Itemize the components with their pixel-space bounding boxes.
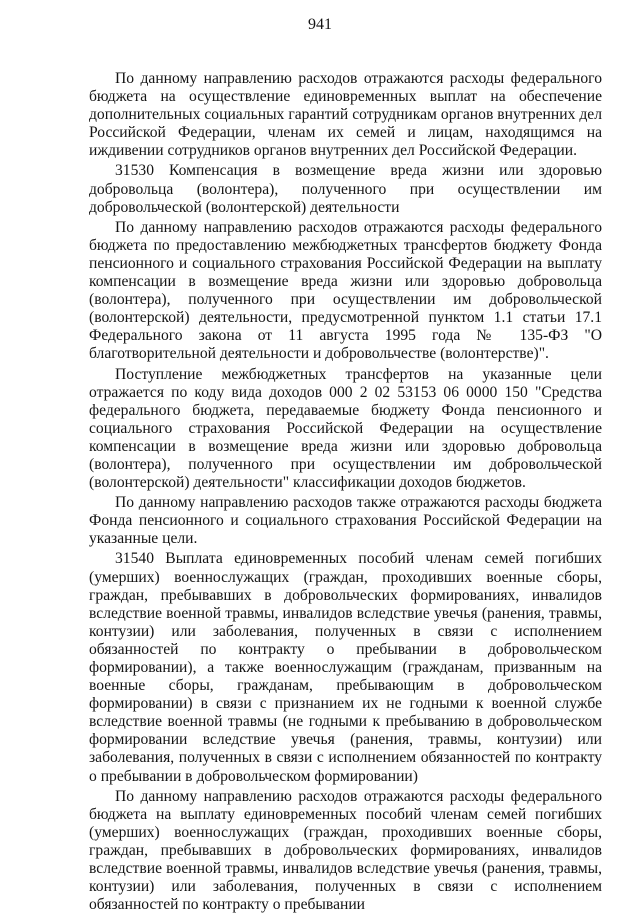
paragraph-fund-expenses: По данному направлению расходов также отражаются расходы бюджета Фонда пенсионного и социального страхования Российской Федерации на указанные цели. [89, 494, 602, 548]
paragraph-police-payments: По данному направлению расходов отражаются расходы федерального бюджета на осуществление единовременных выплат на обеспечение дополнительных социальных гарантий сотрудникам органов внутренних дел Российской Федерации, членам их семей и лицам, находящимся на иждивении сотрудников органов внутренних дел Российской Федерации. [89, 70, 602, 160]
heading-31540: 31540 Выплата единовременных пособий членам семей погибших (умерших) военнослужащих (граждан, проходивших военные сборы, граждан, пребывавших в добровольческих формированиях, инвалидов вследствие военной травмы, инвалидов вследствие увечья (ранения, травмы, контузии) или заболевания, полученных в связи с исполнением обязанностей по контракту о пребывании в добровольческом формировании), а также военнослужащим (гражданам, призванным на военные сборы, гражданам, пребывающим в добровольческом формировании) в связи с признанием их не годными к военной службе вследствие военной травмы (не годными к пребыванию в добровольческом формировании вследствие увечья (ранения, травмы, контузии) или заболевания, полученных в связи с исполнением обязанностей по контракту о пребывании в добровольческом формировании) [89, 550, 602, 785]
page-number: 941 [308, 16, 332, 33]
heading-31530: 31530 Компенсация в возмещение вреда жизни или здоровью добровольца (волонтера), полученного при осуществлении им добровольческой (волонтерской) деятельности [89, 162, 602, 216]
paragraph-lump-sum-benefits: По данному направлению расходов отражаются расходы федерального бюджета на выплату единовременных пособий членам семей погибших (умерших) военнослужащих (граждан, проходивших военные сборы, граждан, пребывавших в добровольческих формированиях, инвалидов вследствие военной травмы, инвалидов вследствие увечья (ранения, травмы, контузии) или заболевания, полученных в связи с исполнением обязанностей по контракту о пребывании [89, 787, 602, 914]
document-body [89, 70, 602, 914]
paragraph-volunteer-compensation: По данному направлению расходов отражаются расходы федерального бюджета по предоставлению межбюджетных трансфертов бюджету Фонда пенсионного и социального страхования Российской Федерации на выплату компенсации в возмещение вреда жизни или здоровью добровольца (волонтера), полученного при осуществлении им добровольческой (волонтерской) деятельности, предусмотренной пунктом 1.1 статьи 17.1 Федерального закона от 11 августа 1995 года № 135-ФЗ "О благотворительной деятельности и добровольчестве (волонтерстве)". [89, 218, 602, 363]
paragraph-transfer-receipt: Поступление межбюджетных трансфертов на указанные цели отражается по коду вида доходов 000 2 02 53153 06 0000 150 "Средства федерального бюджета, передаваемые бюджету Фонда пенсионного и социального страхования Российской Федерации на осуществление компенсации в возмещение вреда жизни или здоровью добровольца (волонтера), полученного при осуществлении им добровольческой (волонтерской) деятельности" классификации доходов бюджетов. [89, 365, 602, 492]
